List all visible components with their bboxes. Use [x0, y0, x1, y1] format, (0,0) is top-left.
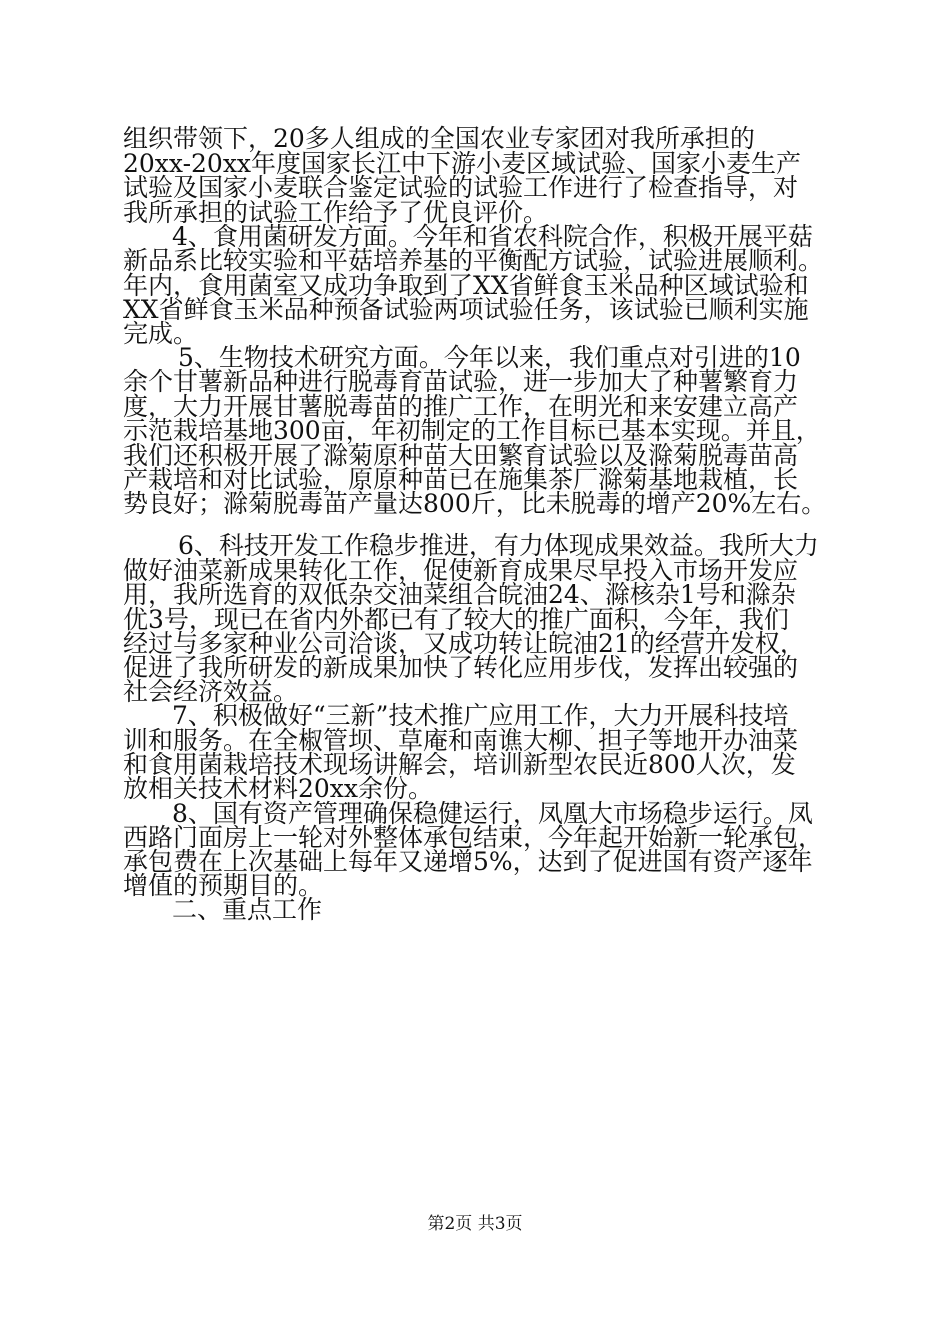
text-line: 20xx-20xx年度国家长江中下游小麦区域试验、国家小麦生产	[123, 149, 802, 178]
text-line: 度，大力开展甘薯脱毒苗的推广工作，在明光和来安建立高产	[123, 392, 799, 421]
paragraph-start-line: 7、积极做好“三新”技术推广应用工作，大力开展科技培	[172, 701, 789, 730]
text-line: 年内，食用菌室又成功争取到了XX省鲜食玉米品种区域试验和	[123, 271, 809, 300]
paragraph-start-line: 5、生物技术研究方面。今年以来，我们重点对引进的10	[178, 343, 801, 372]
text-line: 优3号，现已在省内外都已有了较大的推广面积，今年，我们	[123, 605, 789, 634]
text-line: 承包费在上次基础上每年又递增5%，达到了促进国有资产逐年	[123, 847, 813, 876]
text-line: 增值的预期目的。	[123, 871, 324, 900]
text-line: 做好油菜新成果转化工作，促使新育成果尽早投入市场开发应	[123, 556, 799, 585]
paragraph-start-line: 4、食用菌研发方面。今年和省农科院合作，积极开展平菇	[172, 222, 813, 251]
page-footer: 第2页 共3页	[427, 1214, 523, 1234]
text-line: 产栽培和对比试验，原原种苗已在施集茶厂滁菊基地栽植，长	[123, 465, 799, 494]
text-line: 促进了我所研发的新成果加快了转化应用步伐，发挥出较强的	[123, 653, 799, 682]
text-line: XX省鲜食玉米品种预备试验两项试验任务，该试验已顺利实施	[123, 295, 809, 324]
text-line: 余个甘薯新品种进行脱毒育苗试验，进一步加大了种薯繁育力	[123, 367, 799, 396]
text-line: 我所承担的试验工作给予了优良评价。	[123, 198, 549, 227]
text-line: 经过与多家种业公司洽谈，又成功转让皖油21的经营开发权，	[123, 629, 805, 658]
text-line: 势良好；滁菊脱毒苗产量达800斤，比未脱毒的增产20%左右。	[123, 489, 827, 518]
text-line: 新品系比较实验和平菇培养基的平衡配方试验，试验进展顺利。	[123, 246, 824, 275]
text-line: 我们还积极开展了滁菊原种苗大田繁育试验以及滁菊脱毒苗高	[123, 441, 799, 470]
text-line: 用，我所选育的双低杂交油菜组合皖油24、滁核杂1号和滁杂	[123, 580, 796, 609]
text-line: 完成。	[123, 319, 199, 348]
paragraph-start-line: 6、科技开发工作稳步推进，有力体现成果效益。我所大力	[178, 531, 819, 560]
text-line: 西路门面房上一轮对外整体承包结束，今年起开始新一轮承包，	[123, 823, 824, 852]
text-line: 训和服务。在全椒管坝、草庵和南谯大柳、担子等地开办油菜	[123, 726, 799, 755]
text-line: 试验及国家小麦联合鉴定试验的试验工作进行了检查指导，对	[123, 173, 799, 202]
text-line: 放相关技术材料20xx余份。	[123, 774, 434, 803]
text-line: 社会经济效益。	[123, 677, 299, 706]
text-line: 示范栽培基地300亩，年初制定的工作目标已基本实现。并且，	[123, 416, 821, 445]
paragraph-start-line: 8、国有资产管理确保稳健运行，凤凰大市场稳步运行。凤	[172, 799, 813, 828]
text-line: 组织带领下，20多人组成的全国农业专家团对我所承担的	[123, 124, 755, 153]
text-line: 和食用菌栽培技术现场讲解会，培训新型农民近800人次，发	[123, 750, 796, 779]
section-heading: 二、重点工作	[172, 895, 323, 924]
